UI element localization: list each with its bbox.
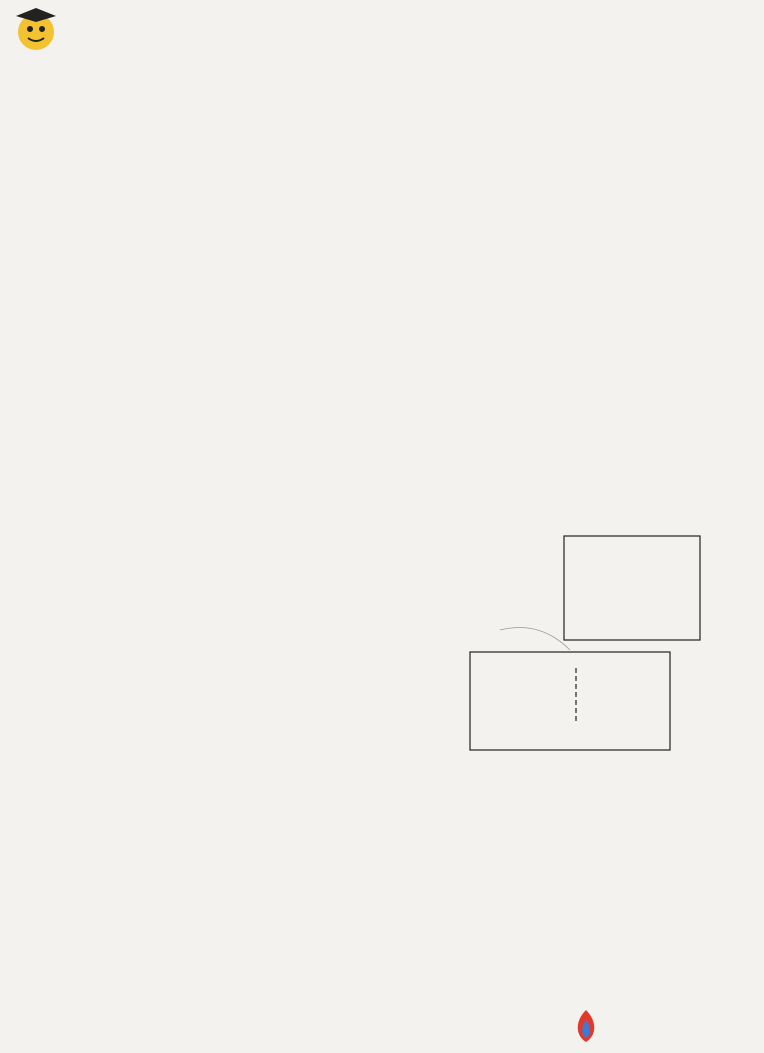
net-photosynthesis-chart bbox=[564, 536, 700, 640]
connector-line bbox=[500, 628, 570, 651]
confidential-label bbox=[62, 22, 114, 41]
total-photosynthesis-respiration-chart bbox=[470, 652, 670, 750]
top-chart-frame bbox=[564, 536, 700, 640]
q2-figure bbox=[440, 530, 740, 780]
bottom-chart-frame bbox=[470, 652, 670, 750]
gd-logo-icon bbox=[570, 1006, 602, 1046]
